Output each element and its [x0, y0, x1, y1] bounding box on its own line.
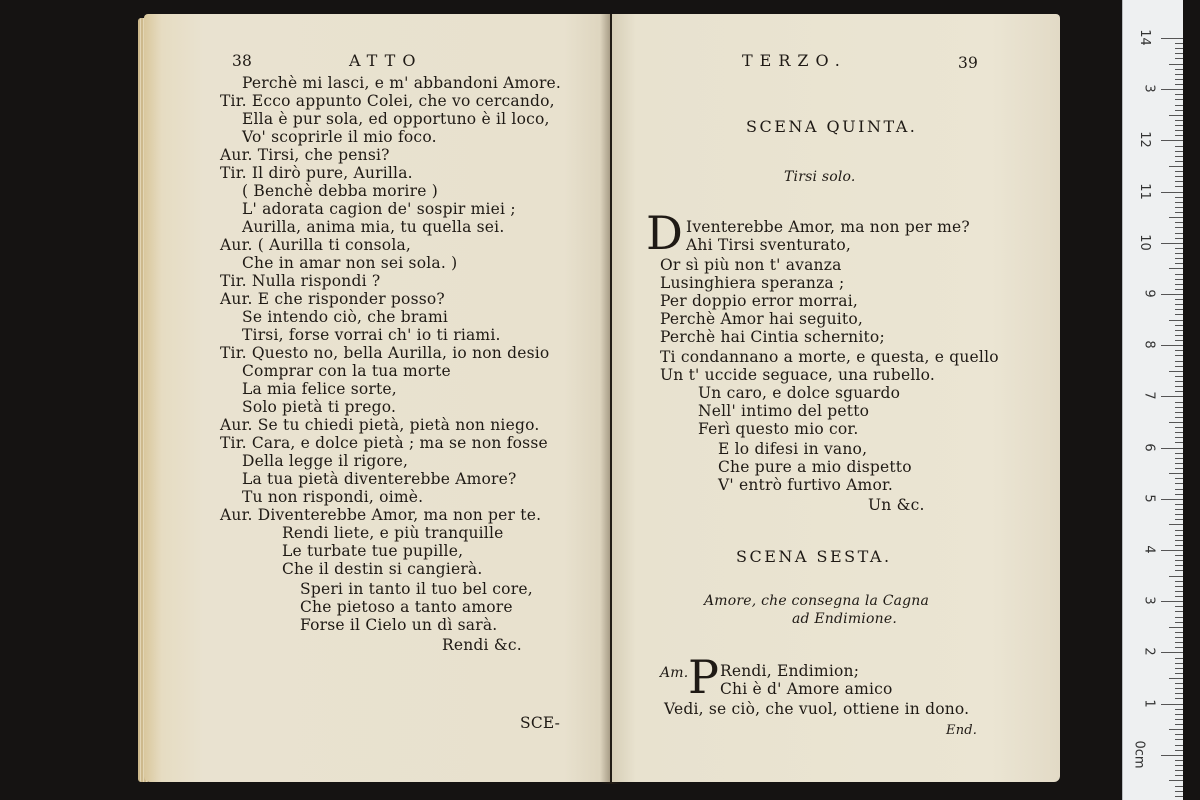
text-line: Comprar con la tua morte: [242, 362, 451, 380]
ruler-label: 2: [1141, 647, 1157, 657]
ruler-tick: [1175, 560, 1183, 561]
ruler-tick: [1169, 371, 1183, 372]
ruler-tick: [1175, 545, 1183, 546]
ruler-tick: [1169, 268, 1183, 269]
text-line: Rendi, Endimion;: [720, 662, 860, 680]
ruler-tick: [1161, 294, 1183, 295]
ruler-tick: [1161, 396, 1183, 397]
ruler-tick: [1175, 171, 1183, 172]
ruler-tick: [1175, 74, 1183, 75]
ruler-tick: [1175, 617, 1183, 618]
ruler-tick: [1175, 120, 1183, 121]
text-line: Che pietoso a tanto amore: [300, 598, 513, 616]
text-line: Che in amar non sei sola. ): [242, 254, 458, 272]
ruler-tick: [1175, 442, 1183, 443]
ruler-tick: [1175, 673, 1183, 674]
ruler-tick: [1175, 540, 1183, 541]
ruler-tick: [1175, 596, 1183, 597]
text-line: Forse il Cielo un dì sarà.: [300, 616, 498, 634]
ruler-tick: [1175, 197, 1183, 198]
ruler-tick: [1169, 729, 1183, 730]
text-line: Un caro, e dolce sguardo: [698, 384, 901, 402]
text-line: Lusinghiera speranza ;: [660, 274, 845, 292]
ruler-label: 8: [1141, 340, 1157, 349]
ruler-label: 6: [1141, 442, 1157, 452]
text-line: Ti condannano a morte, e questa, e quello: [660, 348, 999, 366]
text-line: V' entrò furtivo Amor.: [718, 476, 894, 494]
text-line: Tir. Ecco appunto Colei, che vo cercando,: [220, 92, 555, 110]
text-line: Le turbate tue pupille,: [282, 542, 464, 560]
text-line: Aur. Diventerebbe Amor, ma non per te.: [220, 506, 542, 524]
ruler-tick: [1175, 714, 1183, 715]
stage-direction: ad Endimione.: [792, 611, 897, 627]
running-head-left: ATTO: [349, 51, 423, 70]
ruler-tick: [1175, 48, 1183, 49]
ruler-tick: [1175, 412, 1183, 413]
ruler-label: 14: [1137, 29, 1153, 46]
ruler-tick: [1175, 253, 1183, 254]
ruler-tick: [1175, 514, 1183, 515]
ruler-tick: [1175, 304, 1183, 305]
ruler-tick: [1169, 422, 1183, 423]
text-line: Iventerebbe Amor, ma non per me?: [686, 218, 970, 236]
ruler-tick: [1161, 448, 1183, 449]
text-line: Tir. Il dirò pure, Aurilla.: [220, 164, 413, 182]
ruler-tick: [1169, 627, 1183, 628]
text-line: Tir. Nulla rispondi ?: [220, 272, 381, 290]
text-line: Perchè Amor hai seguito,: [660, 310, 864, 328]
ruler-label: 11: [1137, 182, 1153, 200]
ruler-tick: [1175, 135, 1183, 136]
text-line: Un t' uccide seguace, una rubello.: [660, 366, 936, 384]
text-line: Aur. ( Aurilla ti consola,: [220, 236, 412, 254]
text-line: Che pure a mio dispetto: [718, 458, 912, 476]
ruler-tick: [1175, 760, 1183, 761]
ruler-tick: [1175, 786, 1183, 787]
ruler-tick: [1175, 637, 1183, 638]
scene-title: SCENA QUINTA.: [746, 117, 918, 136]
text-line: Ferì questo mio cor.: [698, 420, 859, 438]
ruler-tick: [1161, 499, 1183, 500]
ruler-tick: [1161, 755, 1183, 756]
ruler-tick: [1175, 468, 1183, 469]
ruler-label: 1: [1141, 698, 1157, 708]
ruler-label: 3: [1141, 596, 1157, 605]
ruler-tick: [1161, 38, 1183, 39]
ruler-tick: [1161, 345, 1183, 346]
ruler-tick: [1175, 530, 1183, 531]
ruler-tick: [1175, 58, 1183, 59]
ruler-tick: [1175, 227, 1183, 228]
ruler-tick: [1169, 320, 1183, 321]
ruler-tick: [1175, 181, 1183, 182]
ruler-tick: [1175, 796, 1183, 797]
drop-capital: P: [688, 650, 719, 704]
text-line: Rendi liete, e più tranquille: [282, 524, 504, 542]
text-line: Tirsi, forse vorrai ch' io ti riami.: [242, 326, 501, 344]
ruler-tick: [1175, 105, 1183, 106]
ruler-tick: [1175, 391, 1183, 392]
ruler-tick: [1175, 555, 1183, 556]
ruler-tick: [1175, 668, 1183, 669]
ruler-tick: [1175, 463, 1183, 464]
ruler-tick: [1169, 576, 1183, 577]
ruler-tick: [1175, 427, 1183, 428]
text-line: Ella è pur sola, ed opportuno è il loco,: [242, 110, 550, 128]
ruler-tick: [1175, 647, 1183, 648]
ruler-tick: [1169, 217, 1183, 218]
ruler-tick: [1175, 724, 1183, 725]
ruler-tick: [1175, 750, 1183, 751]
text-line: Rendi &c.: [442, 636, 522, 654]
text-line: La tua pietà diventerebbe Amore?: [242, 470, 517, 488]
ruler-tick: [1175, 611, 1183, 612]
ruler-tick: [1175, 581, 1183, 582]
ruler-tick: [1175, 340, 1183, 341]
text-line: Chi è d' Amore amico: [720, 680, 893, 698]
ruler-tick: [1169, 115, 1183, 116]
ruler-tick: [1175, 207, 1183, 208]
ruler-tick: [1175, 565, 1183, 566]
text-line: ( Benchè debba morire ): [242, 182, 438, 200]
ruler-tick: [1175, 99, 1183, 100]
text-line: Tir. Questo no, bella Aurilla, io non desio: [220, 344, 550, 362]
ruler-label: 4: [1141, 545, 1157, 554]
text-line: Un &c.: [868, 496, 925, 514]
ruler-tick: [1175, 483, 1183, 484]
ruler-tick: [1175, 432, 1183, 433]
ruler-tick: [1161, 652, 1183, 653]
ruler-tick: [1175, 632, 1183, 633]
page-number-left: 38: [232, 52, 253, 70]
running-head-right: TERZO.: [742, 51, 847, 70]
ruler-tick: [1175, 489, 1183, 490]
ruler-tick: [1169, 780, 1183, 781]
ruler-tick: [1169, 473, 1183, 474]
text-line: Se intendo ciò, che brami: [242, 308, 449, 326]
ruler-tick: [1175, 402, 1183, 403]
ruler-label: 0cm: [1131, 740, 1147, 769]
ruler-tick: [1175, 335, 1183, 336]
ruler-tick: [1175, 381, 1183, 382]
ruler-tick: [1175, 734, 1183, 735]
character-direction: Tirsi solo.: [784, 169, 856, 185]
text-line: Vedi, se ciò, che vuol, ottiene in dono.: [664, 700, 970, 718]
text-line: Vo' scoprirle il mio foco.: [242, 128, 437, 146]
ruler-tick: [1175, 688, 1183, 689]
text-line: Che il destin si cangierà.: [282, 560, 483, 578]
ruler-tick: [1175, 248, 1183, 249]
text-line: L' adorata cagion de' sospir miei ;: [242, 200, 516, 218]
ruler-tick: [1175, 274, 1183, 275]
ruler-tick: [1175, 642, 1183, 643]
ruler-tick: [1175, 606, 1183, 607]
left-page: [144, 14, 610, 782]
ruler-tick: [1161, 192, 1183, 193]
ruler-tick: [1175, 775, 1183, 776]
text-line: Perchè mi lasci, e m' abbandoni Amore.: [242, 74, 562, 92]
ruler-tick: [1175, 212, 1183, 213]
ruler-tick: [1175, 130, 1183, 131]
ruler-tick: [1175, 586, 1183, 587]
ruler-tick: [1175, 161, 1183, 162]
ruler-tick: [1175, 258, 1183, 259]
ruler-tick: [1175, 289, 1183, 290]
ruler-tick: [1175, 719, 1183, 720]
ruler-tick: [1175, 519, 1183, 520]
ruler-tick: [1175, 376, 1183, 377]
ruler-tick: [1175, 84, 1183, 85]
ruler-tick: [1161, 550, 1183, 551]
ruler-tick: [1175, 355, 1183, 356]
ruler-tick: [1175, 263, 1183, 264]
page-number-right: 39: [958, 54, 979, 72]
ruler-tick: [1175, 330, 1183, 331]
ruler-tick: [1161, 704, 1183, 705]
measuring-ruler: [1122, 0, 1183, 800]
text-line: La mia felice sorte,: [242, 380, 397, 398]
ruler-tick: [1175, 325, 1183, 326]
text-line: Aur. Se tu chiedi pietà, pietà non niego.: [220, 416, 540, 434]
ruler-tick: [1175, 176, 1183, 177]
ruler-tick: [1175, 284, 1183, 285]
ruler-tick: [1175, 494, 1183, 495]
stage-direction: Amore, che consegna la Cagna: [704, 593, 930, 609]
ruler-tick: [1175, 407, 1183, 408]
ruler-tick: [1175, 478, 1183, 479]
scene-title: SCENA SESTA.: [736, 547, 892, 566]
ruler-tick: [1175, 222, 1183, 223]
ruler-tick: [1175, 765, 1183, 766]
ruler-tick: [1175, 570, 1183, 571]
ruler-tick: [1175, 591, 1183, 592]
ruler-tick: [1175, 110, 1183, 111]
text-line: E lo difesi in vano,: [718, 440, 868, 458]
ruler-tick: [1175, 156, 1183, 157]
ruler-tick: [1161, 243, 1183, 244]
ruler-tick: [1175, 279, 1183, 280]
ruler-tick: [1175, 309, 1183, 310]
ruler-label: 7: [1141, 391, 1157, 401]
ruler-tick: [1169, 166, 1183, 167]
ruler-tick: [1175, 535, 1183, 536]
ruler-tick: [1161, 89, 1183, 90]
ruler-tick: [1175, 151, 1183, 152]
ruler-tick: [1175, 350, 1183, 351]
ruler-tick: [1175, 299, 1183, 300]
ruler-tick: [1175, 504, 1183, 505]
drop-capital: D: [646, 206, 683, 260]
open-book: [138, 14, 1060, 786]
ruler-tick: [1175, 186, 1183, 187]
ruler-tick: [1175, 791, 1183, 792]
ruler-tick: [1175, 366, 1183, 367]
ruler-tick: [1175, 683, 1183, 684]
ruler-label: 3: [1141, 84, 1157, 93]
catchword-left: SCE-: [520, 714, 561, 732]
text-line: Aur. E che risponder posso?: [220, 290, 445, 308]
ruler-tick: [1175, 69, 1183, 70]
ruler-tick: [1175, 202, 1183, 203]
text-line: Tu non rispondi, oimè.: [242, 488, 424, 506]
ruler-tick: [1175, 43, 1183, 44]
ruler-tick: [1161, 601, 1183, 602]
text-line: Perchè hai Cintia schernito;: [660, 328, 885, 346]
ruler-tick: [1169, 678, 1183, 679]
ruler-tick: [1175, 509, 1183, 510]
ruler-tick: [1175, 233, 1183, 234]
ruler-label: 10: [1137, 234, 1153, 251]
catchword-right: End.: [946, 723, 978, 738]
ruler-tick: [1175, 386, 1183, 387]
ruler-tick: [1175, 79, 1183, 80]
text-line: Per doppio error morrai,: [660, 292, 858, 310]
ruler-tick: [1175, 453, 1183, 454]
ruler-label: 5: [1141, 494, 1157, 503]
ruler-label: 12: [1137, 131, 1153, 149]
speaker-label: Am.: [660, 665, 689, 681]
right-page: [612, 14, 1060, 782]
ruler-label: 9: [1141, 289, 1157, 298]
text-line: Nell' intimo del petto: [698, 402, 870, 420]
ruler-tick: [1175, 314, 1183, 315]
ruler-tick: [1175, 238, 1183, 239]
ruler-tick: [1175, 663, 1183, 664]
ruler-tick: [1175, 417, 1183, 418]
ruler-tick: [1175, 94, 1183, 95]
text-line: Tir. Cara, e dolce pietà ; ma se non fosse: [220, 434, 548, 452]
text-line: Ahi Tirsi sventurato,: [686, 236, 852, 254]
ruler-tick: [1169, 64, 1183, 65]
ruler-tick: [1175, 53, 1183, 54]
ruler-tick: [1175, 361, 1183, 362]
ruler-tick: [1175, 125, 1183, 126]
text-line: Aur. Tirsi, che pensi?: [220, 146, 390, 164]
ruler-tick: [1175, 437, 1183, 438]
ruler-tick: [1161, 140, 1183, 141]
ruler-tick: [1175, 739, 1183, 740]
ruler-tick: [1175, 698, 1183, 699]
text-line: Or sì più non t' avanza: [660, 256, 842, 274]
ruler-tick: [1175, 146, 1183, 147]
text-line: Aurilla, anima mia, tu quella sei.: [242, 218, 505, 236]
text-line: Solo pietà ti prego.: [242, 398, 397, 416]
ruler-tick: [1175, 745, 1183, 746]
text-line: Speri in tanto il tuo bel core,: [300, 580, 533, 598]
ruler-tick: [1169, 524, 1183, 525]
ruler-tick: [1175, 658, 1183, 659]
ruler-tick: [1175, 458, 1183, 459]
ruler-tick: [1175, 770, 1183, 771]
ruler-tick: [1175, 693, 1183, 694]
ruler-tick: [1175, 622, 1183, 623]
ruler-tick: [1175, 709, 1183, 710]
text-line: Della legge il rigore,: [242, 452, 409, 470]
